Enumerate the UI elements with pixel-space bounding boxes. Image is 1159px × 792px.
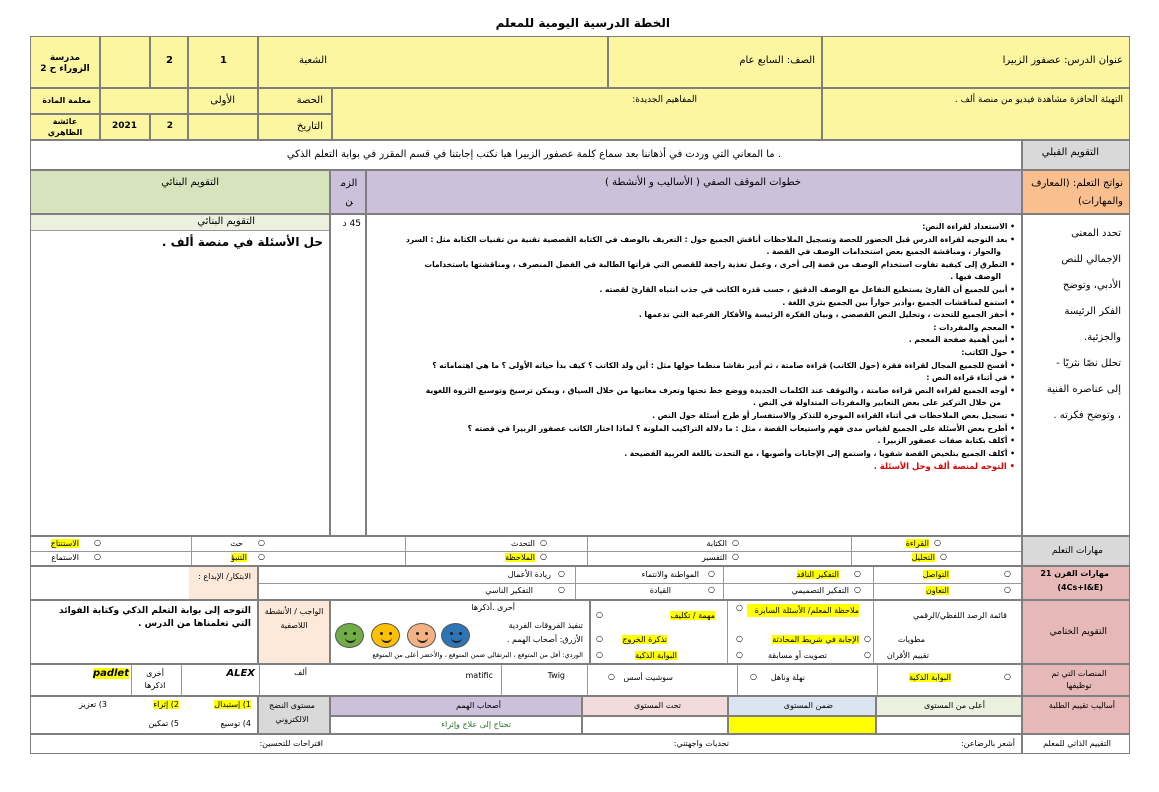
skills21-sub: (4Cs+I&E) <box>1057 583 1103 592</box>
skill21-entrepreneurship: ريادة الأعمال <box>507 570 551 579</box>
homework-text: التوجه إلى بوابة التعلم الذكي وكتابة الفوائد التي تعلمناها من الدرس . <box>59 606 251 629</box>
formative-heading: التقويم البنائي <box>197 216 255 227</box>
step-item: • التطرق إلى كيفية تفاوت استخدام الوصف من قصة إلى أخرى ، وعمل تغذية راجعة للقصص التي قرأتها الطالبة في الفصل المنصرف ، ومناقشتها باستخدامات <box>424 259 1015 269</box>
diff-levels: الوردي: أقل من المتوقع ، البرتقالي ضمن المتوقع ، والأخضر أعلى من المتوقع <box>372 651 583 659</box>
skill-writing: الكتابة <box>706 539 727 548</box>
period-label-cell <box>258 88 332 114</box>
progress-4: 4) توسيع <box>220 719 251 728</box>
date-blank <box>188 114 258 140</box>
step-item: • تسجيل بعض الملاحظات في أثناء القراءة الموجزة للتذكر والاستفسار أو طرح أسئلة حول النص . <box>652 410 1015 420</box>
prior-assessment-label: التقويم القبلي <box>1041 147 1099 158</box>
level-determination-val <box>330 716 582 734</box>
step-item: • أحفز الجميع للتحدث ، وتحليل النص القصصي ، وبيان الفكرة الرئيسة والأفكار الفرعية التي تدعمها . <box>638 310 1015 320</box>
student-levels-label-cell <box>1022 696 1130 734</box>
skill-deduction: الاستنتاج <box>50 539 79 548</box>
platforms-label: المنصات التي تم توظيفها <box>1051 669 1107 690</box>
outcome-line: الفكر الرئيسة <box>1064 306 1121 317</box>
skills21-label-cell <box>1022 566 1130 600</box>
platforms-cell: البوابة الذكية ○ نهلة وناهل ○ سوشيت أسس ○ Twig matific ألف ALEX أخرى اذكرها padlet <box>30 664 1022 696</box>
face-green-icon <box>335 623 364 648</box>
step-item: • أكلف الجميع بتلخيص القصة شفويا ، واستمع إلى الإجابات وأصوبها ، مع التحدث باللغة العربية الفصيحة . <box>624 448 1015 458</box>
period-label: الحصة <box>296 95 323 106</box>
platform-twig: Twig <box>547 671 565 680</box>
step-item: • أبين أهمية صفحة المعجم . <box>908 335 1015 345</box>
platform-other: أخرى اذكرها <box>144 669 166 690</box>
formative-text: حل الأسئلة في منصة ألف . <box>161 235 323 249</box>
platform-matific: matific <box>465 671 493 680</box>
progress-cell <box>30 696 258 734</box>
level-above: أعلى من المستوى <box>923 701 985 710</box>
empty-cell <box>100 36 150 88</box>
step-item: الوصف فيها . <box>950 272 1001 282</box>
step-item: • أطرح بعض الأسئلة على الجميع لقياس مدى فهم واستيعاب القصة ، مثل : ما دلالة التراكيب الملونة ؟ لماذا اختار الكاتب عصفور الزبيرا في قصته ؟ <box>467 423 1015 433</box>
outcome-line: تحدد المعنى <box>1071 228 1121 239</box>
time-value: 45 د <box>342 219 361 229</box>
step-item: • التوجه لمنصة ألف وحل الأسئلة . <box>873 461 1015 472</box>
outcome-line: ، وتوضح فكرته . <box>1053 410 1121 421</box>
step-item: • أوجه الجميع لقراءة النص قراءة صامتة ، والتوقف عند الكلمات الجديدة ووضع خط تحتها وتعرف معانيها من خلال السياق ، ويمكن ترسيخ وتوسيع الثروة اللغوية <box>425 385 1015 395</box>
fa-smart-portal: البوابة الذكية <box>635 651 677 660</box>
face-orange-icon <box>371 623 400 648</box>
lesson-title: عنوان الدرس: عصفور الزبيرا <box>1002 55 1123 66</box>
diff-other: أحرى .أذكرها <box>471 603 515 612</box>
level-within: ضمن المستوى <box>783 701 833 710</box>
step-item: • استمع لمناقشات الجميع ،وأدير حواراً بين الجميع يثري اللغة . <box>782 297 1015 307</box>
section-1: 1 <box>220 55 227 66</box>
step-item: • أفسح للجميع المجال لقراءة فقرة (حول الكاتب) قراءة صامتة ، ثم أدير نقاشا منظما حولها مثل : أين ولد الكاتب ؟ كيف بدأ حياته الأولى ؟ ما هي اهتماماته ؟ <box>432 360 1015 370</box>
face-blue-icon <box>441 623 470 648</box>
level-below: تحت المستوى <box>633 701 681 710</box>
level-determination: أصحاب الهمم <box>456 701 501 710</box>
skills21-label: مهارات القرن 21 <box>1040 569 1109 578</box>
final-assessment-cell: قائمة الرصد اللفظي/الرقمي ملاحظة المعلم/ الأسئلة السابرة ○ مهمة / تكليف ○ مطويات ○ الإجابة في شريط المحادثة ○ تذكرة الخروج ○ تقييم الأقران ○ تصويت أو مسابقة ○ البوابة الذكية ○ <box>590 600 1022 664</box>
self-eval-suggestions: اقتراحات للتحسين: <box>259 739 323 748</box>
step-item: • أكلف بكتابة صفات عصفور الزبيرا . <box>877 436 1015 446</box>
date-label-cell <box>258 114 332 140</box>
prior-assessment-text-cell <box>30 140 1022 170</box>
skill21-design-thinking: التفكير التصميمي <box>791 586 849 595</box>
fa-teacher-questions: ملاحظة المعلم/ الأسئلة السابرة <box>747 604 859 617</box>
progress-5: 5) تمكين <box>148 719 179 728</box>
self-eval-label: التقييم الذاتي للمعلم <box>1043 739 1111 748</box>
step-item: • حول الكاتب: <box>961 347 1015 357</box>
platform-alef: ألف <box>294 668 307 677</box>
platform-alex: ALEX <box>226 668 255 679</box>
step-item: • المعجم والمفردات : <box>933 322 1015 332</box>
prior-assessment-label-cell <box>1022 140 1130 170</box>
level-within-val <box>728 716 876 734</box>
teacher-cell <box>30 88 100 114</box>
outcome-line: إلى عناصره الفنية <box>1046 384 1121 395</box>
date-label: التاريخ <box>297 121 323 132</box>
blank-a <box>100 88 188 114</box>
skill-prediction: التنبؤ <box>230 553 247 562</box>
step-item: • الاستعداد لقراءة النص: <box>922 222 1015 231</box>
intro-cell <box>822 88 1130 140</box>
skill-analysis: التحليل <box>911 553 935 562</box>
lesson-title-cell <box>822 36 1130 88</box>
skill-debate: حث <box>230 539 243 548</box>
homework-label-cell <box>258 600 330 664</box>
steps-header: خطوات الموقف الصفي ( الأساليب و الأنشطة ) <box>605 177 801 188</box>
progress-2: 2) إثراء <box>153 700 179 709</box>
section-label-cell <box>258 36 608 88</box>
innovation-label-box <box>189 567 257 599</box>
platform-nahla: نهلة وناهل <box>770 673 805 682</box>
teacher-name-cell <box>30 114 100 140</box>
platform-smart: البوابة الذكية <box>909 673 951 682</box>
skill21-communication: التواصل <box>922 570 949 579</box>
platforms-label-cell <box>1022 664 1130 696</box>
homework-cell <box>30 600 258 664</box>
formative-header: التقويم البنائي <box>161 177 219 188</box>
teacher: معلمة المادة <box>42 96 91 105</box>
level-determination-cell <box>330 696 582 716</box>
differentiation-cell <box>330 600 590 664</box>
level-below-cell <box>582 696 728 716</box>
section-2: 2 <box>166 55 173 66</box>
diff-label: تنفيذ الفروقات الفردية <box>508 621 583 630</box>
outcome-line: الإجمالي للنص <box>1061 254 1121 265</box>
grade-cell <box>608 36 822 88</box>
platform-sawsheet: سوشيت أسس <box>623 673 673 682</box>
outcomes-header-cell <box>1022 170 1130 214</box>
progress-1: 1) إستبدال <box>214 700 251 709</box>
skill21-leadership: القيادة <box>649 586 671 595</box>
prior-assessment-text: . ما المعاني التي وردت في أذهاننا بعد سماع كلمة عصفور الزبيرا هيا نكتب إجابتنا في قسم المقرر في بوابة التعلم الذكي <box>286 149 781 160</box>
step-item: • أبين للجميع أن القارئ يستطيع التفاعل مع الوصف الدقيق ، حسب قدرة الكاتب في جذب انتباه القارئ لقصته . <box>599 284 1015 294</box>
homework-label: الواجب / الأنشطة اللاصفية <box>264 607 324 630</box>
skill-interpretation: التفسير <box>701 553 727 562</box>
self-eval-cell <box>30 734 1022 754</box>
skill21-collaboration: التعاون <box>925 586 949 595</box>
steps-cell <box>366 214 1022 536</box>
level-below-val <box>582 716 728 734</box>
skill21-citizenship: المواطنة والانتماء <box>641 570 699 579</box>
self-eval-label-cell <box>1022 734 1130 754</box>
outcome-line: الأدبي، وتوضح <box>1062 280 1121 291</box>
diff-blue: الأزرق: أصحاب الهمم . <box>506 635 583 644</box>
section-1-cell <box>188 36 258 88</box>
fa-chat-answer: الإجابة في شريط المحادثة <box>772 635 859 644</box>
level-above-val <box>876 716 1022 734</box>
fa-peer: تقييم الأقران <box>886 651 929 660</box>
teacher-name: عائشة الظاهري <box>47 117 83 137</box>
skill21-other: التفكير الناسي <box>485 586 533 595</box>
date-year-cell <box>100 114 150 140</box>
new-concepts: المفاهيم الجديدة: <box>632 95 697 105</box>
steps-header-cell <box>366 170 1022 214</box>
outcome-line: والجزئية. <box>1084 332 1121 343</box>
learning-skills-label-cell <box>1022 536 1130 566</box>
time-header-cell <box>330 170 366 214</box>
face-pink-icon <box>407 623 436 648</box>
progress-label: مستوى النضج الالكتروني <box>269 701 315 724</box>
platform-padlet: padlet <box>92 668 129 679</box>
period-value: الأولى <box>210 95 235 106</box>
new-concepts-cell <box>332 88 822 140</box>
formative-cell <box>30 214 330 536</box>
section-label: الشعبة <box>299 55 327 66</box>
skill-speaking: التحدث <box>511 539 535 548</box>
skill-observation: الملاحظة <box>505 553 535 562</box>
innovation-cell <box>30 566 258 600</box>
final-assessment-label-cell <box>1022 600 1130 664</box>
self-eval-satisfaction: أشعر بالرضاعن: <box>960 739 1015 748</box>
outcomes-header: نواتج التعلم: (المعارف والمهارات) <box>1031 178 1123 207</box>
learning-skills-cell: القراءة ○ الكتابة ○ التحدث ○ حث ○ الاستنتاج ○ التحليل ○ التفسير ○ الملاحظة ○ التنبؤ ○ الاستماع ○ <box>30 536 1022 566</box>
school-cell <box>30 36 100 88</box>
step-item: والحوار ، ومناقشة الجميع بعض استخدامات الوصف في القصة . <box>766 247 1001 257</box>
section-2-cell <box>150 36 188 88</box>
progress-3: 3) تعزيز <box>79 700 107 709</box>
progress-label-cell <box>258 696 330 734</box>
student-levels-label: أساليب تقييم الطلبة <box>1048 701 1115 710</box>
skills21-cell: التواصل ○ التفكير الناقد ○ المواطنة والانتماء ○ ريادة الأعمال ○ التعاون ○ التفكير التصميمي ○ القيادة ○ التفكير الناسي ○ <box>258 566 1022 600</box>
innovation-label: الابتكار/ الإبداع : <box>198 572 251 581</box>
level-above-cell <box>876 696 1022 716</box>
learning-skills-label: مهارات التعلم <box>1051 546 1103 556</box>
time-cell <box>330 214 366 536</box>
time-header: الزمن <box>340 178 358 207</box>
grade: الصف: السابع عام <box>739 55 815 66</box>
skill-reading: القراءة <box>905 539 929 548</box>
self-eval-challenges: تحديات واجهتني: <box>673 739 729 748</box>
formative-heading-box <box>31 215 329 231</box>
final-assessment-label: التقويم الختامي <box>1049 627 1107 637</box>
step-item: • في أثناء قراءة النص : <box>926 373 1015 383</box>
fa-foldables: مطويات <box>897 635 925 644</box>
step-item: من خلال التركيز على بعض التعابير والمفردات المتداولة في النص . <box>752 398 1001 408</box>
outcomes-cell <box>1022 214 1130 536</box>
fa-task: مهمة / تكليف <box>670 611 715 620</box>
date-month: 2 <box>166 121 173 131</box>
school: مدرسة الزوراء ح 2 <box>40 53 90 74</box>
fa-vote: تصويت أو مسابقة <box>768 651 827 660</box>
period-value-cell <box>188 88 258 114</box>
outcome-line: تحلل نصًا نثريًا - <box>1056 358 1121 369</box>
step-item: • بعد التوجيه لقراءة الدرس قبل الحضور للحصة وتسجيل الملاحظات أناقش الجميع حول : التعريف بالوصف في الكتابة القصصية تقنية من تقنيات الكتابة مثل : السرد <box>405 234 1015 244</box>
level-note: تحتاج إلى علاج وإثراء <box>441 720 511 729</box>
page-title: الخطة الدرسية اليومية للمعلم <box>495 16 670 30</box>
formative-header-cell <box>30 170 330 214</box>
steps-list <box>371 221 1015 473</box>
fa-exit-ticket: تذكرة الخروج <box>622 635 667 644</box>
skill21-critical-thinking: التفكير الناقد <box>796 570 839 579</box>
level-within-cell <box>728 696 876 716</box>
skill-listening: الاستماع <box>51 553 79 562</box>
intro: التهيئة الحافزة مشاهدة فيديو من منصة ألف . <box>954 95 1123 105</box>
bullet: ○ <box>934 538 941 547</box>
outcomes-list <box>1047 221 1121 429</box>
date-year: 2021 <box>111 121 137 131</box>
date-month-cell <box>150 114 188 140</box>
fa-checklist: قائمة الرصد اللفظي/الرقمي <box>912 611 1007 620</box>
